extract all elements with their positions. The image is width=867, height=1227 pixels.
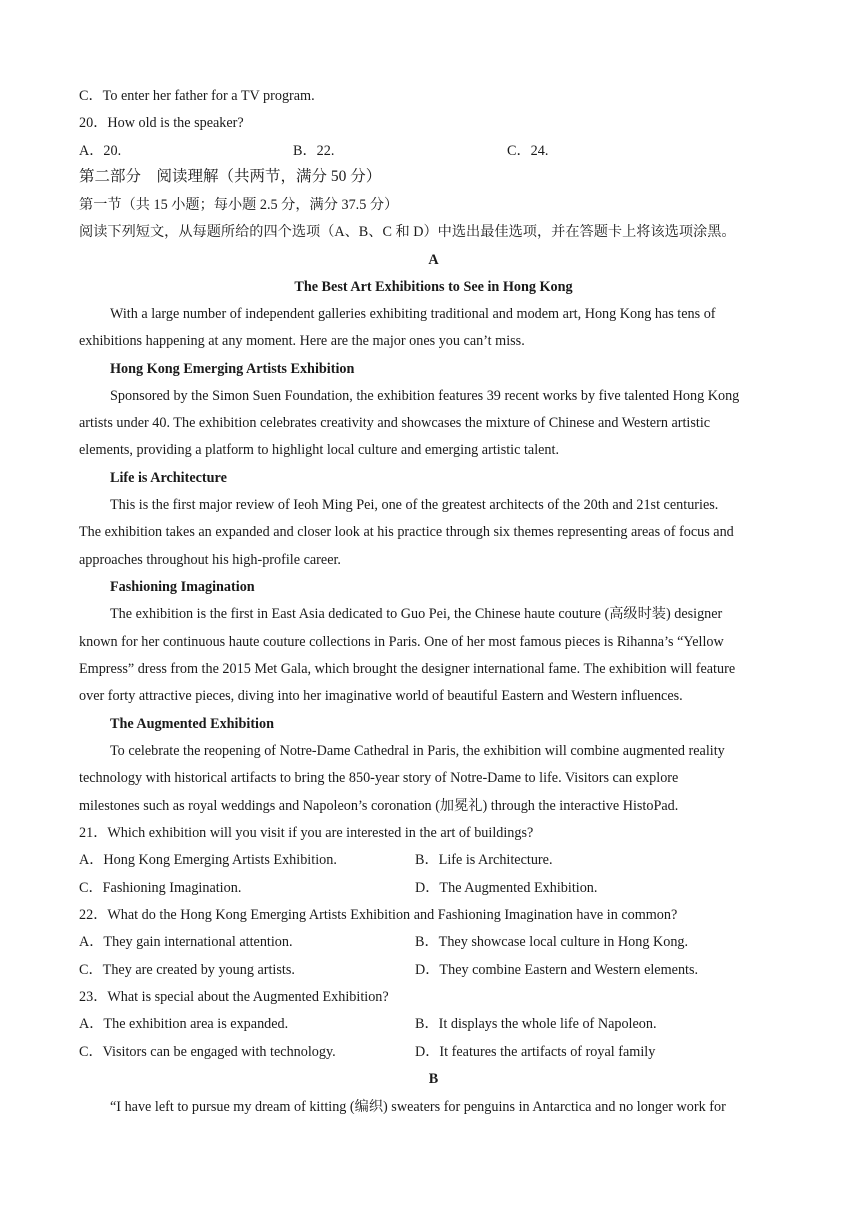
- exhibition-4-text: milestones such as royal weddings and Napoleon’s coronation (加冕礼) through the interactive HistoPad.: [79, 798, 679, 814]
- q23-option-b: B．It displays the whole life of Napoleon.: [415, 1016, 657, 1032]
- q21-option-b: B．Life is Architecture.: [415, 852, 553, 868]
- exhibition-2-text: The exhibition takes an expanded and closer look at his practice through six themes representing areas of focus and: [79, 524, 734, 540]
- exhibition-3-title: Fashioning Imagination: [110, 579, 255, 595]
- q20-stem: 20．How old is the speaker?: [79, 115, 244, 131]
- exhibition-3-text: Empress” dress from the 2015 Met Gala, which brought the designer international fame. The exhibition will feature: [79, 661, 736, 677]
- exhibition-4-text: technology with historical artifacts to bring the 850-year story of Notre-Dame to life. Visitors can explore: [79, 770, 679, 786]
- exhibition-1-text: artists under 40. The exhibition celebrates creativity and showcases the mixture of Chinese and Western artistic: [79, 415, 711, 431]
- exhibition-2-text: This is the first major review of Ieoh Ming Pei, one of the greatest architects of the 20th and 21st centuries.: [110, 497, 719, 513]
- exhibition-3-text: over forty attractive pieces, diving into her imaginative world of beautiful Eastern and Western influences.: [79, 688, 683, 704]
- exhibition-2-text: approaches throughout his high-profile career.: [79, 552, 341, 568]
- q22-option-b: B．They showcase local culture in Hong Kong.: [415, 934, 689, 950]
- exhibition-4-text: To celebrate the reopening of Notre-Dame Cathedral in Paris, the exhibition will combine augmented reality: [110, 743, 725, 759]
- q21-stem: 21．Which exhibition will you visit if you are interested in the art of buildings?: [79, 825, 534, 841]
- q20-option-c: C．24.: [507, 143, 549, 159]
- exhibition-1-text: Sponsored by the Simon Suen Foundation, the exhibition features 39 recent works by five talented Hong Kong: [110, 388, 740, 404]
- q23-option-d: D．It features the artifacts of royal family: [415, 1044, 656, 1060]
- q20-option-b: B．22.: [293, 143, 335, 159]
- q21-option-a: A．Hong Kong Emerging Artists Exhibition.: [79, 852, 337, 868]
- passage-a-intro-line: With a large number of independent galleries exhibiting traditional and modem art, Hong Kong has tens of: [110, 306, 716, 322]
- q21-option-c: C．Fashioning Imagination.: [79, 880, 242, 896]
- q20-option-a: A．20.: [79, 143, 122, 159]
- passage-b-text: “I have left to pursue my dream of kitting (编织) sweaters for penguins in Antarctica and no longer work for: [110, 1099, 726, 1115]
- passage-b-letter: B: [428, 1071, 439, 1087]
- passage-a-intro-line: exhibitions happening at any moment. Here are the major ones you can’t miss.: [79, 333, 525, 349]
- q23-stem: 23．What is special about the Augmented Exhibition?: [79, 989, 389, 1005]
- exhibition-4-title: The Augmented Exhibition: [110, 716, 274, 732]
- instructions: 阅读下列短文，从每题所给的四个选项（A、B、C 和 D）中选出最佳选项，并在答题卡上将该选项涂黑。: [79, 224, 736, 240]
- exhibition-2-title: Life is Architecture: [110, 470, 227, 486]
- passage-a-title: The Best Art Exhibitions to See in Hong Kong: [294, 279, 573, 295]
- exhibition-1-text: elements, providing a platform to highlight local culture and emerging artistic talent.: [79, 442, 560, 458]
- exhibition-3-text: The exhibition is the first in East Asia dedicated to Guo Pei, the Chinese haute couture (高级时装) designer: [110, 606, 723, 622]
- q22-option-a: A．They gain international attention.: [79, 934, 293, 950]
- q23-option-a: A．The exhibition area is expanded.: [79, 1016, 289, 1032]
- section1-heading: 第一节（共 15 小题；每小题 2.5 分，满分 37.5 分）: [79, 197, 399, 213]
- part2-heading: 第二部分 阅读理解（共两节，满分 50 分）: [79, 168, 382, 185]
- exhibition-1-title: Hong Kong Emerging Artists Exhibition: [110, 361, 355, 377]
- q19-option-c: C．To enter her father for a TV program.: [79, 88, 315, 104]
- q22-option-c: C．They are created by young artists.: [79, 962, 295, 978]
- q23-option-c: C．Visitors can be engaged with technology.: [79, 1044, 336, 1060]
- q22-stem: 22．What do the Hong Kong Emerging Artists Exhibition and Fashioning Imagination have in common?: [79, 907, 678, 923]
- passage-a-letter: A: [428, 252, 439, 268]
- exhibition-3-text: known for her continuous haute couture collections in Paris. One of her most famous pieces is Rihanna’s “Yellow: [79, 634, 724, 650]
- q22-option-d: D．They combine Eastern and Western elements.: [415, 962, 699, 978]
- q21-option-d: D．The Augmented Exhibition.: [415, 880, 598, 896]
